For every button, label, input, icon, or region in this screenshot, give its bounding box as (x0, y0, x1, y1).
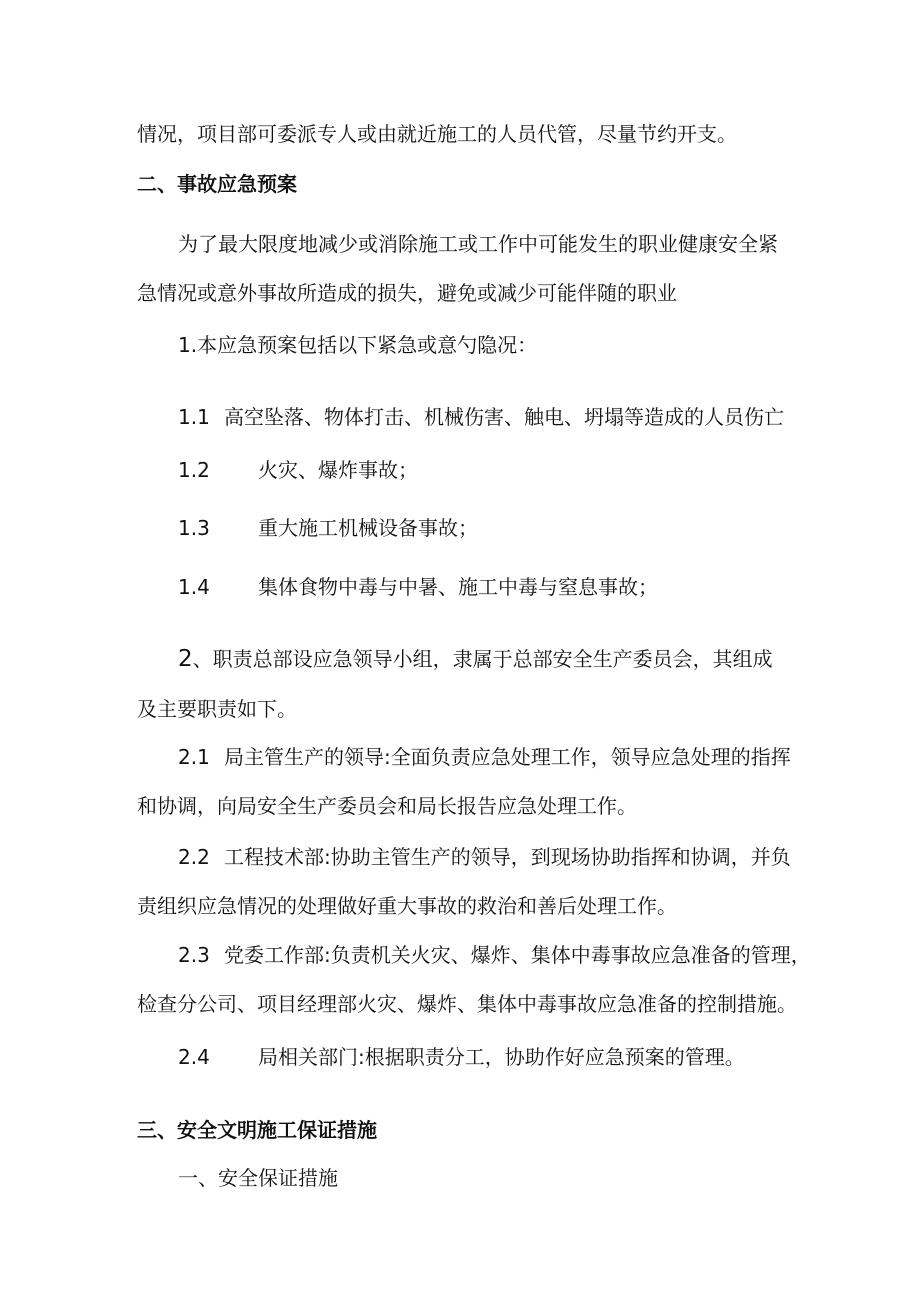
duty-number: 2.2 (178, 845, 210, 869)
duty-2-1-line-1 (178, 745, 791, 769)
duty-number: 2.1 (178, 745, 210, 769)
duty-text: 局主管生产的领导:全面负责应急处理工作，领导应急处理的指挥 (224, 745, 791, 769)
item-2-text: 、职责总部设应急领导小组，隶属于总部安全生产委员会，其组成 (192, 647, 773, 671)
list-item-1-2 (178, 458, 418, 482)
list-text: 火灾、爆炸事故； (258, 458, 418, 482)
duty-number: 2.3 (178, 943, 210, 967)
duty-text: 局相关部门:根据职责分工，协助作好应急预案的管理。 (258, 1045, 745, 1069)
item-2-line-1 (178, 647, 773, 671)
intro-line-2: 急情况或意外事故所造成的损失，避免或减少可能伴随的职业 (137, 281, 677, 305)
list-item-1-1 (178, 405, 784, 429)
list-text: 重大施工机械设备事故； (258, 516, 478, 540)
intro-line-1: 为了最大限度地减少或消除施工或工作中可能发生的职业健康安全紧 (178, 232, 778, 256)
list-text: 高空坠落、物体打击、机械伤害、触电、坍塌等造成的人员伤亡 (224, 405, 784, 429)
duty-2-3-line-1 (178, 943, 811, 967)
duty-2-2-line-2: 责组织应急情况的处理做好重大事故的救治和善后处理工作。 (137, 894, 677, 918)
item-2-line-2: 及主要职责如下。 (137, 697, 297, 721)
paragraph-continuation: 情况，项目部可委派专人或由就近施工的人员代管，尽量节约开支。 (137, 122, 737, 146)
duty-2-2-line-1 (178, 845, 791, 869)
section-heading-emergency-plan: 二、事故应急预案 (137, 172, 297, 196)
list-number: 1.3 (178, 516, 210, 540)
subheading-safety-guarantee: 一、安全保证措施 (178, 1166, 338, 1190)
list-number: 1.4 (178, 575, 210, 599)
duty-text: 党委工作部:负责机关火灾、爆炸、集体中毒事故应急准备的管理， (224, 943, 811, 967)
list-text: 集体食物中毒与中暑、施工中毒与窒息事故； (258, 575, 658, 599)
duty-2-4-line-1 (178, 1045, 745, 1069)
list-number: 1.2 (178, 458, 210, 482)
duty-2-3-line-2: 检查分公司、项目经理部火灾、爆炸、集体中毒事故应急准备的控制措施。 (137, 992, 797, 1016)
list-item-1-4 (178, 575, 658, 599)
duty-number: 2.4 (178, 1045, 210, 1069)
duty-2-1-line-2: 和协调，向局安全生产委员会和局长报告应急处理工作。 (137, 794, 637, 818)
item-1-heading: 1.本应急预案包括以下紧急或意勺隐况： (178, 333, 538, 357)
section-heading-safety-measures: 三、安全文明施工保证措施 (137, 1118, 377, 1142)
list-item-1-3 (178, 516, 478, 540)
list-number: 1.1 (178, 405, 210, 429)
duty-text: 工程技术部:协助主管生产的领导，到现场协助指挥和协调，并负 (224, 845, 791, 869)
item-2-number: 2 (178, 646, 193, 672)
